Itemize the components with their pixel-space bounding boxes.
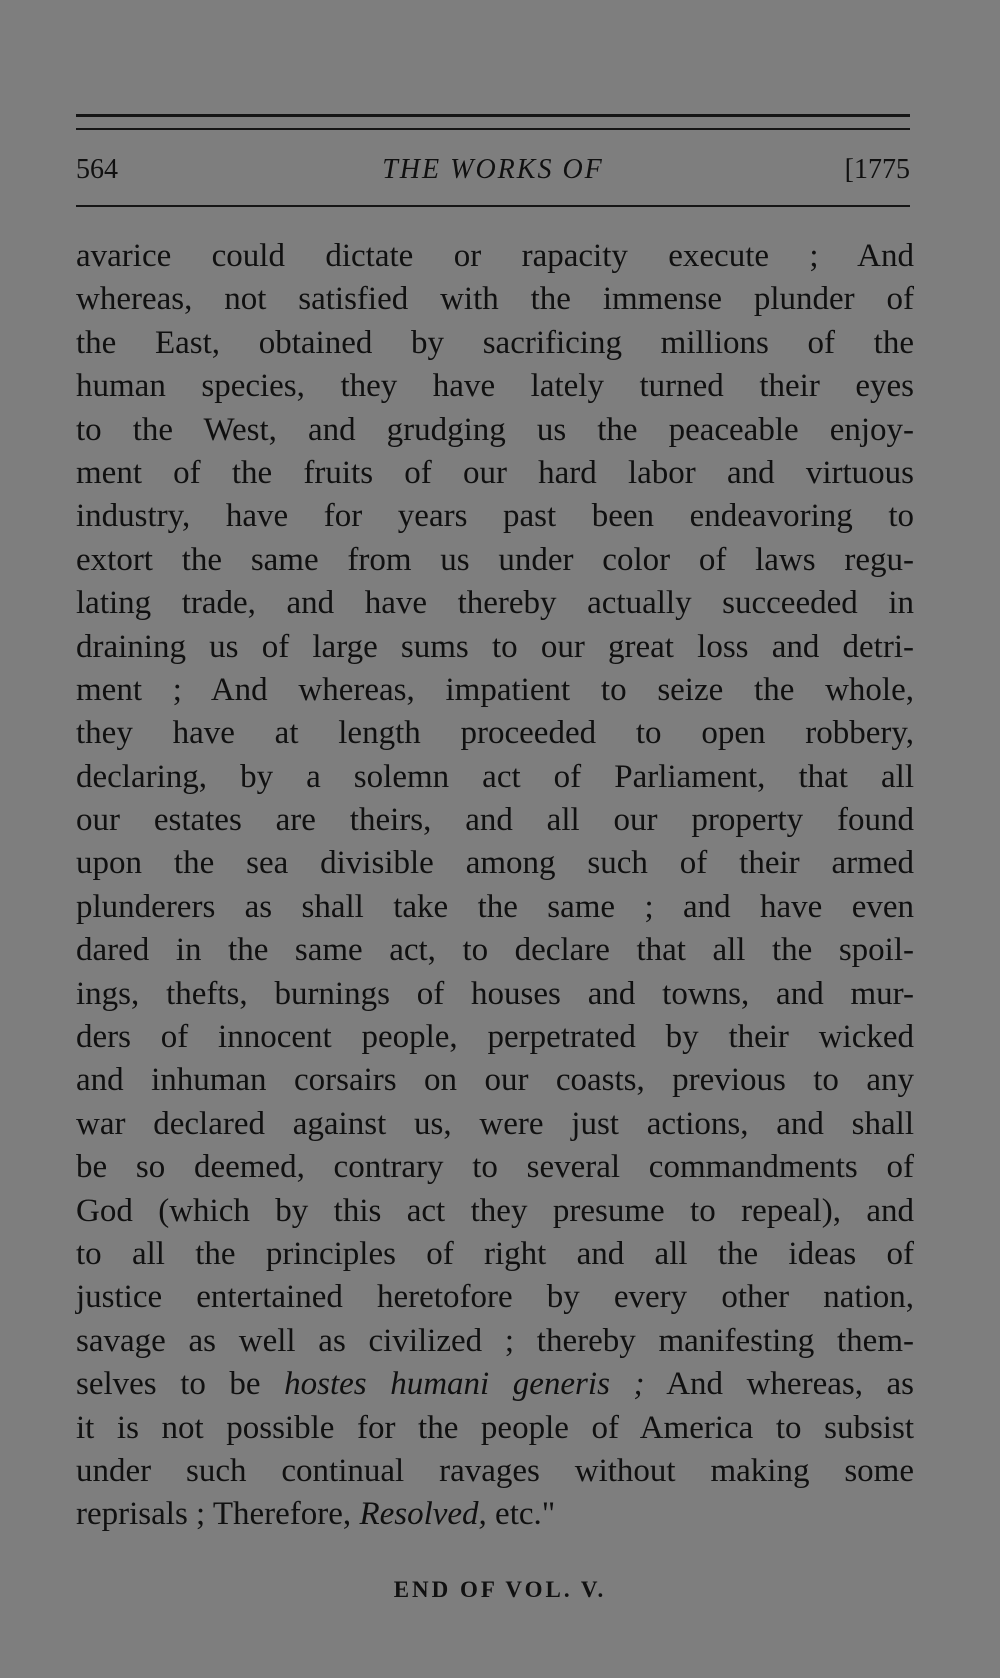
text-line: human species, they have lately turned their eyes <box>76 368 914 405</box>
latin-phrase: hostes humani generis ; <box>284 1366 645 1403</box>
text-segment: reprisals ; Therefore, <box>76 1496 360 1533</box>
text-line: avarice could dictate or rapacity execute ; And <box>76 238 914 274</box>
text-line: lating trade, and have thereby actually succeeded in <box>76 585 914 622</box>
text-line: savage as well as civilized ; thereby manifesting them- <box>76 1322 914 1359</box>
text-line: extort the same from us under color of laws regu- <box>76 541 914 578</box>
text-line: be so deemed, contrary to several commandments of <box>76 1149 914 1186</box>
header-rule-bottom <box>76 205 910 207</box>
text-line: under such continual ravages without making some <box>76 1452 914 1489</box>
text-line: and inhuman corsairs on our coasts, previous to any <box>76 1062 914 1099</box>
year-mark: [1775 <box>844 154 910 185</box>
text-line: ment of the fruits of our hard labor and virtuous <box>76 454 914 491</box>
text-line: plunderers as shall take the same ; and have even <box>76 888 914 925</box>
text-line: industry, have for years past been endeavoring to <box>76 498 914 535</box>
text-line: ment ; And whereas, impatient to seize the whole, <box>76 671 914 708</box>
text-line: ings, thefts, burnings of houses and towns, and mur- <box>76 975 914 1012</box>
running-title: THE WORKS OF <box>382 154 604 185</box>
header-rule-top <box>76 114 910 117</box>
text-line: dared in the same act, to declare that all the spoil- <box>76 932 914 969</box>
body-text <box>76 235 914 1537</box>
text-segment: etc." <box>486 1496 556 1533</box>
page-number: 564 <box>76 154 118 185</box>
text-line: our estates are theirs, and all our property found <box>76 802 914 839</box>
text-line: it is not possible for the people of America to subsist <box>76 1409 914 1446</box>
text-line: to the West, and grudging us the peaceable enjoy- <box>76 411 914 448</box>
text-segment: selves to be <box>76 1366 285 1403</box>
text-line: to all the principles of right and all the ideas of <box>76 1235 914 1272</box>
text-line: declaring, by a solemn act of Parliament, that all <box>76 758 914 795</box>
text-line: ders of innocent people, perpetrated by their wicked <box>76 1019 914 1056</box>
header-rule-second <box>76 128 910 130</box>
resolved-word: Resolved, <box>359 1496 487 1533</box>
text-line: draining us of large sums to our great loss and detri- <box>76 628 914 665</box>
text-line: war declared against us, were just actions, and shall <box>76 1105 914 1142</box>
end-of-volume-note: END OF VOL. V. <box>393 1577 607 1602</box>
text-line-final <box>76 1493 914 1536</box>
text-line: the East, obtained by sacrificing millions of the <box>76 324 914 361</box>
running-header <box>76 150 910 190</box>
text-line: whereas, not satisfied with the immense plunder of <box>76 281 914 318</box>
text-line: justice entertained heretofore by every other nation, <box>76 1279 914 1316</box>
text-line <box>76 1363 914 1406</box>
text-segment: And whereas, as <box>644 1366 914 1403</box>
text-line: God (which by this act they presume to repeal), and <box>76 1192 914 1229</box>
text-line: upon the sea divisible among such of their armed <box>76 845 914 882</box>
text-line: they have at length proceeded to open robbery, <box>76 715 914 752</box>
